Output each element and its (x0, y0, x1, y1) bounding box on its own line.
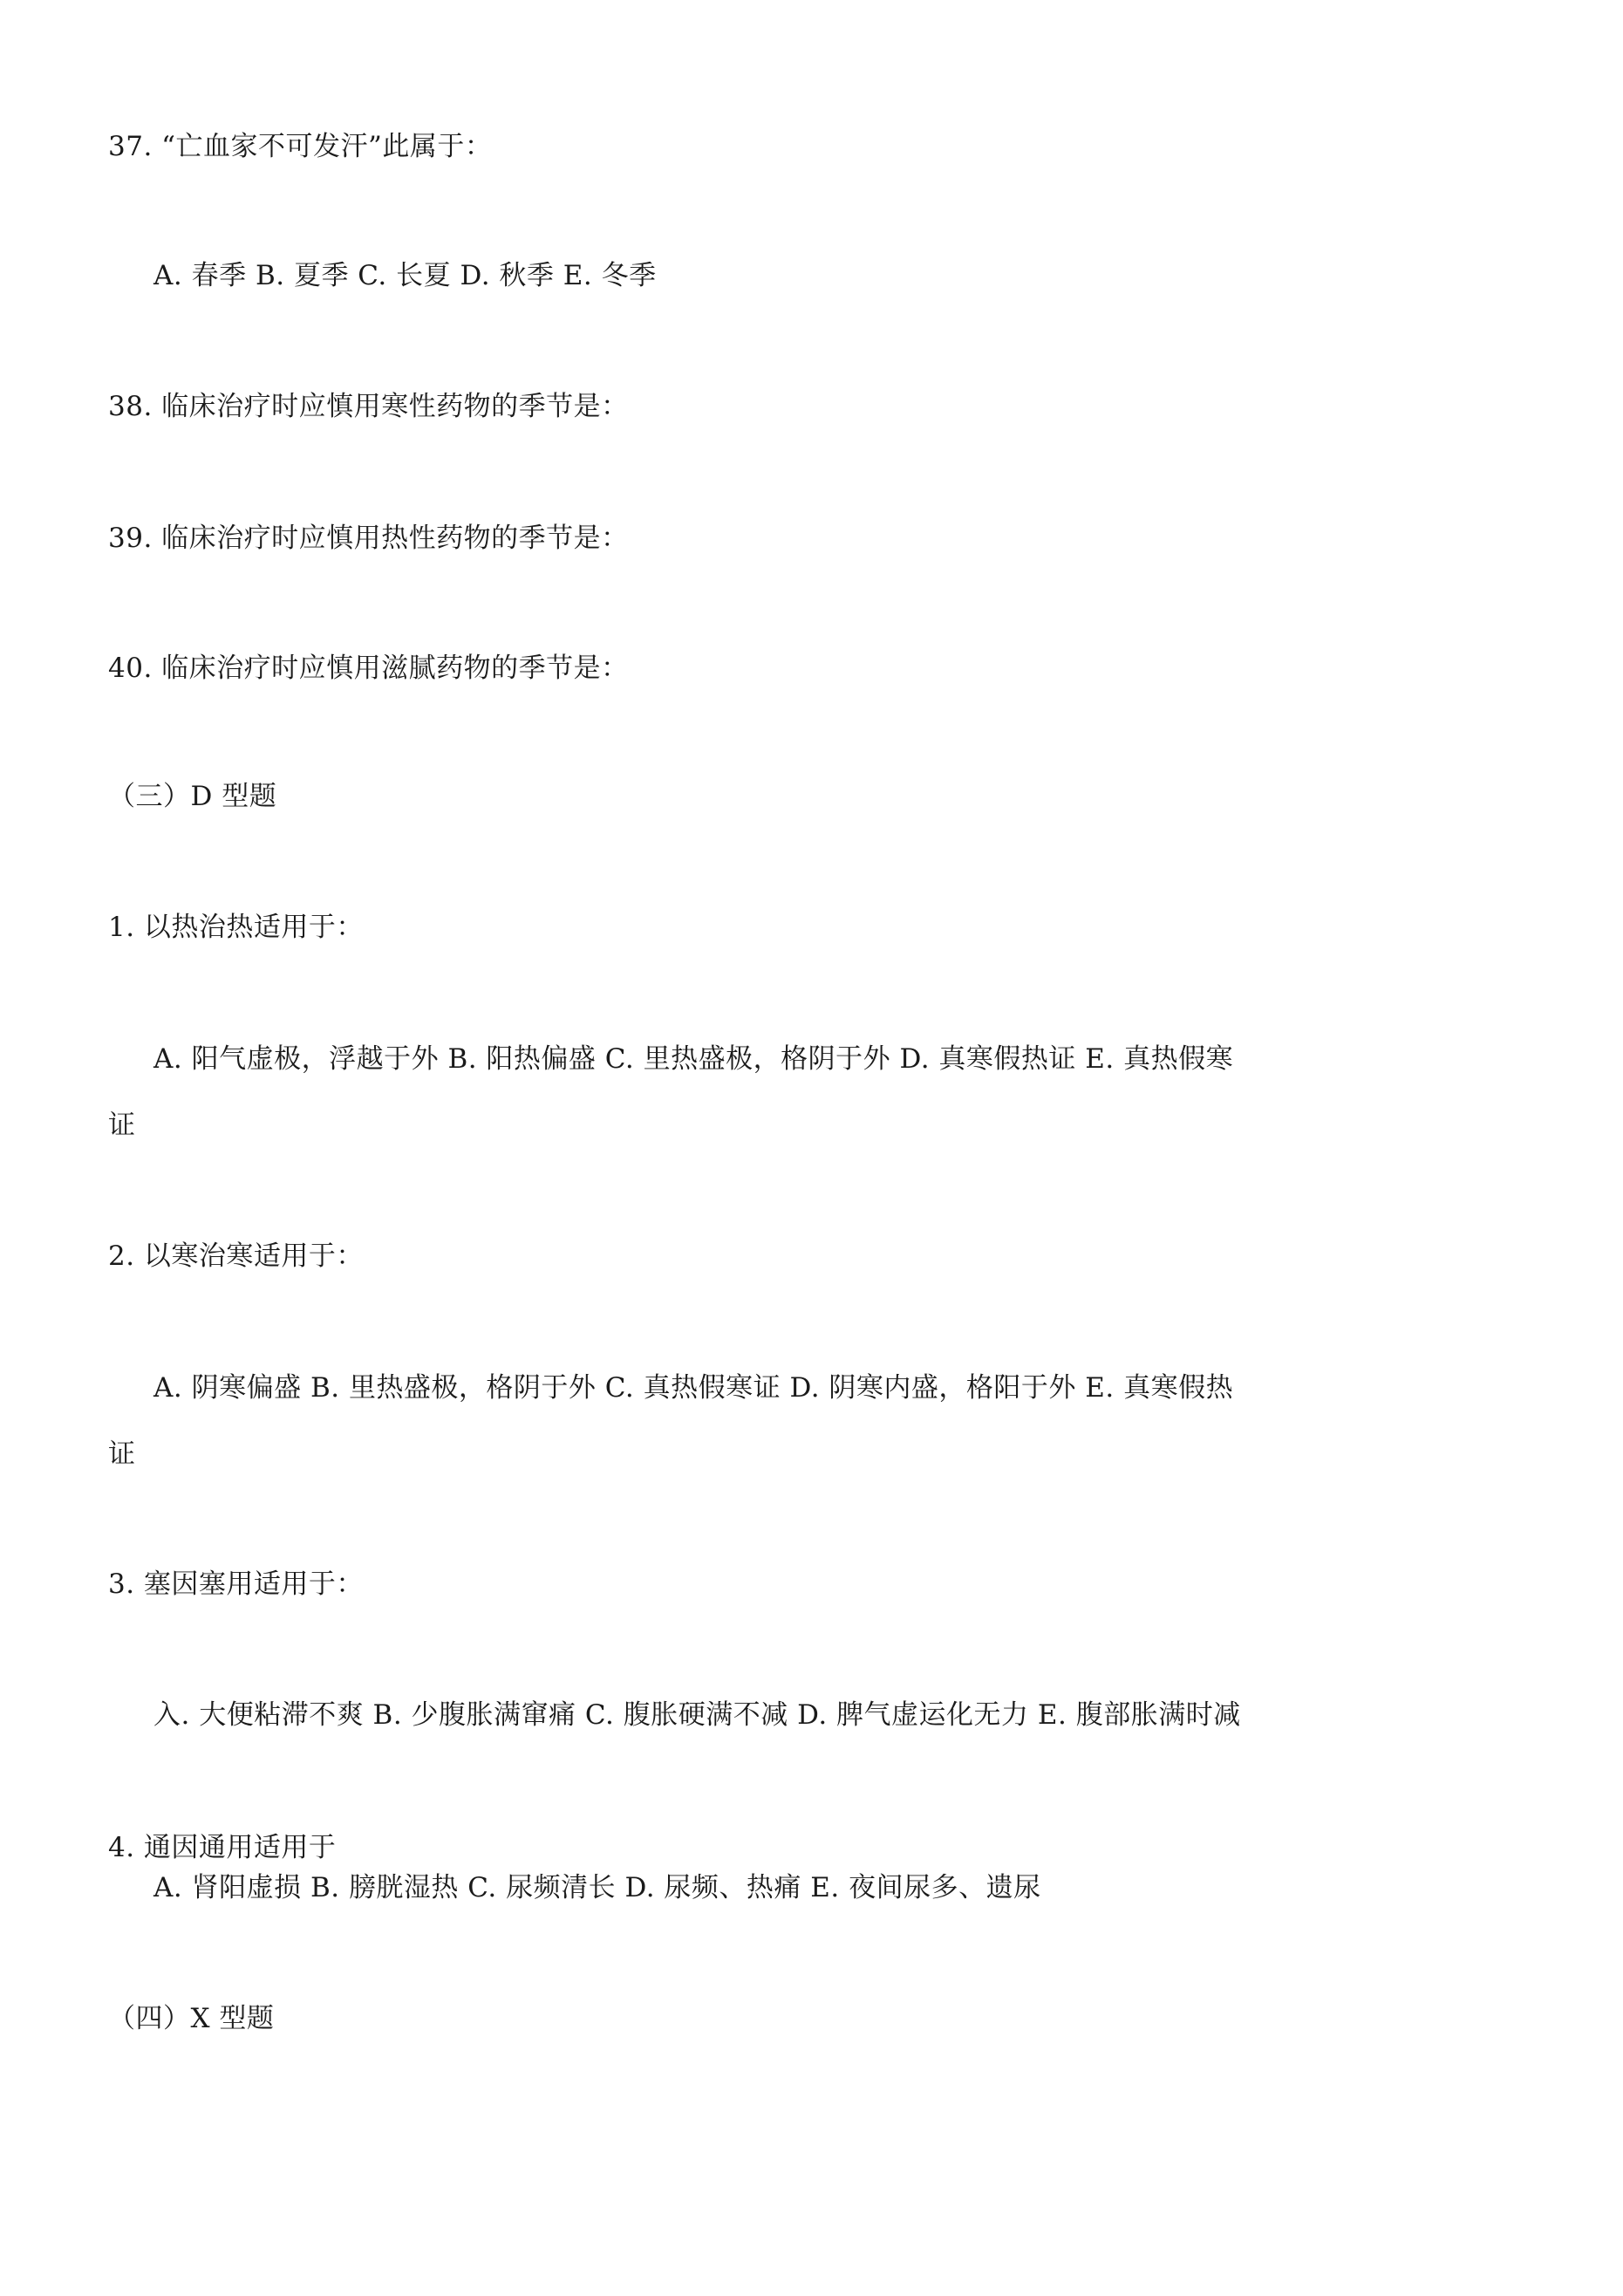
question-d2-options: A. 阴寒偏盛 B. 里热盛极，格阴于外 C. 真热假寒证 D. 阴寒内盛，格阳于外 E. 真寒假热 (153, 1372, 1234, 1404)
question-38: 38. 临床治疗时应慎用寒性药物的季节是： (108, 391, 629, 422)
question-37: 37. “亡血家不可发汗”此属于： (108, 131, 493, 162)
question-37-options: A. 春季 B. 夏季 C. 长夏 D. 秋季 E. 冬季 (153, 260, 657, 291)
question-d2-options-continued: 证 (108, 1438, 136, 1470)
question-d1-options: A. 阳气虚极，浮越于外 B. 阳热偏盛 C. 里热盛极，格阴于外 D. 真寒假热证 E. 真热假寒 (153, 1043, 1234, 1075)
question-40: 40. 临床治疗时应慎用滋腻药物的季节是： (108, 653, 629, 684)
question-d3-options: 入. 大便粘滞不爽 B. 少腹胀满窜痛 C. 腹胀硬满不减 D. 脾气虚运化无力 E. 腹部胀满时减 (153, 1699, 1241, 1731)
question-d1-options-continued: 证 (108, 1110, 136, 1141)
section-heading-x-type: （四）X 型题 (108, 2003, 275, 2034)
question-d1: 1. 以热治热适用于： (108, 912, 364, 943)
question-d4: 4. 通因通用适用于 (108, 1832, 337, 1863)
section-heading-d-type: （三）D 型题 (108, 781, 277, 812)
question-39: 39. 临床治疗时应慎用热性药物的季节是： (108, 523, 629, 554)
question-d4-options: A. 肾阳虚损 B. 膀胱湿热 C. 尿频清长 D. 尿频、热痛 E. 夜间尿多、遗尿 (153, 1872, 1041, 1903)
question-d2: 2. 以寒治寒适用于： (108, 1240, 364, 1272)
question-d3: 3. 塞因塞用适用于： (108, 1568, 364, 1600)
